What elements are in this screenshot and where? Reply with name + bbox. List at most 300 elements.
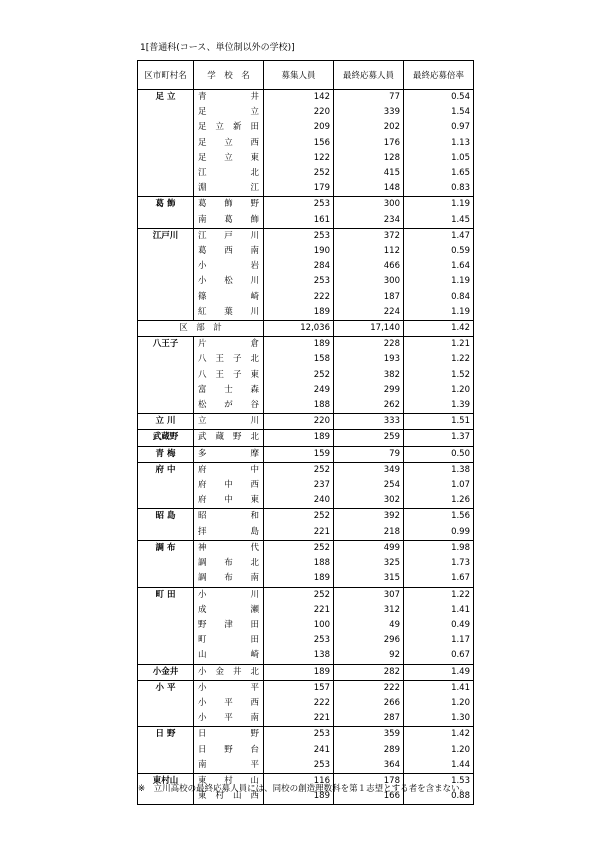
school-name [194, 352, 264, 367]
school-name [194, 274, 264, 289]
school-name-char: 小 [198, 589, 207, 600]
ward-name: 町 田 [138, 587, 194, 664]
school-name-char: 中 [224, 495, 233, 506]
quota-cell: 157 [264, 680, 334, 696]
ward-name: 青 梅 [138, 446, 194, 462]
header-quota: 募集人員 [264, 61, 334, 90]
header-ratio: 最終応募倍率 [404, 61, 474, 90]
quota-cell: 221 [264, 525, 334, 541]
applicants-cell: 49 [334, 618, 404, 633]
applicants-cell: 299 [334, 383, 404, 398]
school-name [194, 151, 264, 166]
school-name-char: 王 [215, 354, 224, 365]
school-name [194, 603, 264, 618]
ratio-cell: 1.73 [451, 558, 470, 569]
ratio-cell: 1.98 [451, 542, 470, 553]
school-name-char: 小 [198, 276, 207, 287]
applicants-cell: 415 [334, 166, 404, 181]
school-name-char: 片 [198, 339, 207, 350]
school-name-char: 山 [250, 775, 259, 786]
applicants-cell: 312 [334, 603, 404, 618]
school-name-char: 森 [250, 384, 259, 395]
school-name-char: 崎 [250, 650, 259, 661]
applicants-cell: 112 [334, 244, 404, 259]
ward-name: 立 川 [138, 414, 194, 430]
school-name-char: 葛 [224, 214, 233, 225]
ratio-cell: 0.54 [451, 92, 470, 102]
school-name-char: 崎 [250, 291, 259, 302]
school-name [194, 181, 264, 197]
ward-group [138, 680, 474, 727]
school-name-char: が [224, 400, 233, 411]
quota-cell: 179 [264, 181, 334, 197]
ratio-cell: 1.13 [451, 137, 470, 148]
school-name-char: 南 [250, 713, 259, 724]
school-name-char: 岩 [250, 261, 259, 272]
quota-cell: 161 [264, 213, 334, 229]
school-name-char: 北 [250, 666, 259, 677]
ward-name: 府 中 [138, 462, 194, 509]
school-name-char: 南 [250, 246, 259, 257]
quota-cell: 252 [264, 509, 334, 525]
school-name [194, 727, 264, 743]
school-name-char: 調 [198, 573, 207, 584]
quota-cell: 252 [264, 368, 334, 383]
applicants-cell: 392 [334, 509, 404, 525]
school-name-char: 西 [250, 137, 259, 148]
ratio-cell: 1.41 [451, 604, 470, 615]
subtotal-quota: 12,036 [264, 321, 334, 337]
ratio-cell: 1.44 [451, 759, 470, 770]
school-name-char: 南 [198, 214, 207, 225]
quota-cell: 252 [264, 462, 334, 478]
ratio-cell: 1.38 [451, 464, 470, 475]
school-name [194, 633, 264, 648]
ratio-cell: 1.07 [451, 480, 470, 491]
school-name-char: 東 [198, 775, 207, 786]
table-caption: 1[普通科(コース、単位制以外の学校)] [140, 43, 295, 53]
school-name-char: 立 [224, 137, 233, 148]
applicants-cell: 372 [334, 228, 404, 244]
ratio-cell: 0.99 [451, 526, 470, 537]
school-name-char: 井 [232, 666, 242, 677]
table-row [138, 727, 474, 743]
table-row [138, 680, 474, 696]
school-name-char: 南 [250, 573, 259, 584]
school-name-char: 川 [250, 416, 259, 427]
school-name [194, 618, 264, 633]
quota-cell: 158 [264, 352, 334, 367]
quota-cell: 253 [264, 758, 334, 774]
school-name-char: 富 [198, 384, 207, 395]
ward-name: 昭 島 [138, 509, 194, 540]
school-name-char: 立 [224, 152, 233, 163]
school-name-char: 田 [250, 122, 259, 133]
ratio-cell: 0.49 [451, 619, 470, 630]
applicants-cell: 222 [334, 680, 404, 696]
school-name [194, 166, 264, 181]
school-name-char: 野 [250, 729, 259, 740]
applicants-cell: 148 [334, 181, 404, 197]
school-name-char: 東 [250, 369, 259, 380]
school-name [194, 509, 264, 525]
applicants-cell: 296 [334, 633, 404, 648]
quota-cell: 189 [264, 571, 334, 587]
quota-cell: 252 [264, 166, 334, 181]
school-name-char: 島 [250, 526, 259, 537]
ward-name: 江戸川 [138, 228, 194, 320]
school-name-char: 立 [198, 416, 207, 427]
school-name-char: 布 [224, 573, 233, 584]
ratio-cell: 1.64 [451, 261, 470, 272]
ratio-cell: 1.22 [451, 589, 470, 600]
school-name-char: 府 [198, 480, 207, 491]
school-name-char: 小 [198, 261, 207, 272]
applicants-cell: 300 [334, 274, 404, 289]
applicants-cell: 359 [334, 727, 404, 743]
school-name-char: 谷 [250, 400, 259, 411]
school-name [194, 337, 264, 353]
applicants-cell: 77 [334, 90, 404, 106]
ward-group [138, 462, 474, 509]
ratio-cell: 1.05 [451, 152, 470, 163]
school-name-char: 日 [198, 744, 207, 755]
school-name-char: 飾 [250, 214, 259, 225]
ratio-cell: 1.21 [451, 339, 470, 350]
ratio-cell: 0.83 [451, 183, 470, 194]
ward-name: 小金井 [138, 664, 194, 680]
ratio-cell: 1.41 [451, 682, 470, 693]
applicants-cell: 282 [334, 664, 404, 680]
ward-name: 足 立 [138, 90, 194, 197]
ward-group [138, 540, 474, 587]
quota-cell: 252 [264, 587, 334, 603]
school-name-char: 府 [198, 495, 207, 506]
school-name-char: 足 [198, 122, 207, 133]
quota-cell: 253 [264, 197, 334, 213]
school-name [194, 383, 264, 398]
school-name [194, 197, 264, 213]
quota-cell: 221 [264, 603, 334, 618]
school-name-char: 拝 [198, 526, 207, 537]
ward-name: 小 平 [138, 680, 194, 727]
applicants-cell: 266 [334, 696, 404, 711]
school-name-char: 成 [198, 604, 207, 615]
quota-cell: 284 [264, 259, 334, 274]
school-name-char: 江 [198, 230, 207, 241]
ratio-cell: 1.42 [451, 729, 470, 740]
school-name [194, 446, 264, 462]
school-name-char: 平 [224, 697, 233, 708]
ratio-cell: 1.67 [451, 573, 470, 584]
ratio-cell: 0.97 [451, 122, 470, 133]
school-name [194, 430, 264, 446]
quota-cell: 142 [264, 90, 334, 106]
school-name-char: 野 [224, 744, 233, 755]
school-name-char: 神 [198, 542, 207, 553]
table-row [138, 430, 474, 446]
school-name [194, 228, 264, 244]
subtotal-group [138, 321, 474, 337]
school-name-char: 青 [198, 92, 207, 102]
school-name-char: 西 [250, 697, 259, 708]
ratio-cell: 1.39 [451, 400, 470, 411]
school-name [194, 90, 264, 106]
applicants-cell: 166 [334, 789, 404, 805]
footnote: ※ 立川高校の最終応募人員には、同校の創造理数科を第１志望とする者を含まない。 [138, 784, 469, 794]
school-name [194, 758, 264, 774]
school-name-char: 北 [250, 558, 259, 569]
school-name [194, 478, 264, 493]
school-name-char: 立 [250, 107, 259, 118]
school-name-char: 子 [232, 354, 242, 365]
ratio-cell: 1.56 [451, 511, 470, 522]
table-row [138, 197, 474, 213]
quota-cell: 188 [264, 398, 334, 414]
ward-name: 葛 飾 [138, 197, 194, 228]
school-name-char: 足 [198, 137, 207, 148]
applicants-cell: 254 [334, 478, 404, 493]
table-row [138, 446, 474, 462]
ward-name: 八王子 [138, 337, 194, 414]
school-name-char: 布 [224, 558, 233, 569]
school-name-char: 山 [232, 791, 242, 802]
school-name-char: 東 [250, 152, 259, 163]
applicants-cell: 202 [334, 120, 404, 135]
school-name [194, 398, 264, 414]
school-name-char: 蔵 [215, 432, 224, 443]
subtotal-applicants: 17,140 [334, 321, 404, 337]
school-name-char: 代 [250, 542, 259, 553]
school-name-char: 新 [232, 122, 242, 133]
school-name-char: 西 [224, 246, 233, 257]
school-name-char: 野 [198, 619, 207, 630]
school-name-char: 川 [250, 589, 259, 600]
ratio-cell: 1.47 [451, 230, 470, 241]
quota-cell: 189 [264, 305, 334, 321]
school-name-char: 松 [224, 276, 233, 287]
school-name [194, 414, 264, 430]
school-name-char: 平 [224, 713, 233, 724]
school-name [194, 540, 264, 556]
school-name [194, 711, 264, 727]
subtotal-row [138, 321, 474, 337]
school-name-char: 町 [198, 635, 207, 646]
school-name [194, 290, 264, 305]
school-name-char: 北 [250, 432, 259, 443]
quota-cell: 209 [264, 120, 334, 135]
ratio-cell: 1.30 [451, 713, 470, 724]
school-name-char: 台 [250, 744, 259, 755]
school-name-char: 調 [198, 558, 207, 569]
quota-cell: 189 [264, 789, 334, 805]
school-name-char: 日 [198, 729, 207, 740]
quota-cell: 189 [264, 337, 334, 353]
applicants-cell: 259 [334, 430, 404, 446]
ratio-cell: 0.59 [451, 246, 470, 257]
ratio-cell: 1.51 [451, 416, 470, 427]
applicants-cell: 79 [334, 446, 404, 462]
school-name-char: 村 [224, 775, 233, 786]
school-name-char: 立 [215, 122, 224, 133]
quota-cell: 253 [264, 274, 334, 289]
admissions-table [137, 60, 474, 805]
applicants-cell: 187 [334, 290, 404, 305]
school-name-char: 田 [250, 619, 259, 630]
school-name-char: 府 [198, 464, 207, 475]
school-name [194, 462, 264, 478]
school-name-char: 淵 [198, 183, 207, 194]
ratio-cell: 0.88 [451, 791, 470, 802]
school-name-char: 子 [232, 369, 242, 380]
applicants-cell: 128 [334, 151, 404, 166]
applicants-cell: 364 [334, 758, 404, 774]
school-name-char: 士 [224, 384, 233, 395]
school-name [194, 305, 264, 321]
applicants-cell: 300 [334, 197, 404, 213]
school-name-char: 瀬 [250, 604, 259, 615]
ratio-cell: 1.22 [451, 354, 470, 365]
ward-group [138, 197, 474, 228]
ward-group [138, 90, 474, 197]
quota-cell: 249 [264, 383, 334, 398]
applicants-cell: 193 [334, 352, 404, 367]
school-name [194, 259, 264, 274]
school-name-char: 津 [224, 619, 233, 630]
header-school: 学 校 名 [194, 61, 264, 90]
school-name-char: 井 [250, 92, 259, 102]
school-name-char: 平 [250, 682, 259, 693]
school-name-char: 飾 [224, 199, 233, 210]
ratio-cell: 1.45 [451, 214, 470, 225]
school-name-char: 中 [250, 464, 259, 475]
school-name [194, 571, 264, 587]
ratio-cell: 1.19 [451, 276, 470, 287]
applicants-cell: 382 [334, 368, 404, 383]
applicants-cell: 289 [334, 743, 404, 758]
applicants-cell: 287 [334, 711, 404, 727]
school-name-char: 小 [198, 713, 207, 724]
applicants-cell: 176 [334, 136, 404, 151]
quota-cell: 116 [264, 773, 334, 789]
school-name [194, 136, 264, 151]
applicants-cell: 466 [334, 259, 404, 274]
quota-cell: 189 [264, 664, 334, 680]
quota-cell: 253 [264, 633, 334, 648]
ward-name: 武蔵野 [138, 430, 194, 446]
applicants-cell: 315 [334, 571, 404, 587]
school-name-char: 川 [250, 306, 259, 317]
ward-group [138, 587, 474, 664]
ratio-cell: 1.49 [451, 666, 470, 677]
quota-cell: 222 [264, 290, 334, 305]
school-name-char: 摩 [250, 448, 259, 459]
header-ward: 区市町村名 [138, 61, 194, 90]
ward-name: 東村山 [138, 773, 194, 804]
quota-cell: 253 [264, 228, 334, 244]
table-row [138, 414, 474, 430]
table-header [138, 61, 474, 90]
quota-cell: 156 [264, 136, 334, 151]
school-name-char: 野 [250, 199, 259, 210]
school-name [194, 105, 264, 120]
applicants-cell: 349 [334, 462, 404, 478]
school-name-char: 川 [250, 230, 259, 241]
school-name [194, 664, 264, 680]
quota-cell: 188 [264, 556, 334, 571]
school-name [194, 648, 264, 664]
subtotal-label: 区 部 計 [138, 321, 264, 337]
school-name [194, 587, 264, 603]
school-name-char: 葉 [224, 306, 233, 317]
school-name [194, 368, 264, 383]
school-name-char: 山 [198, 650, 207, 661]
quota-cell: 221 [264, 711, 334, 727]
ratio-cell: 1.20 [451, 744, 470, 755]
ward-group [138, 228, 474, 320]
school-name-char: 江 [250, 183, 259, 194]
school-name-char: 中 [224, 480, 233, 491]
ratio-cell: 1.20 [451, 697, 470, 708]
table-row [138, 90, 474, 106]
applicants-cell: 218 [334, 525, 404, 541]
ratio-cell: 1.65 [451, 168, 470, 179]
ward-group [138, 446, 474, 462]
school-name-char: 野 [232, 432, 242, 443]
table-row [138, 587, 474, 603]
ratio-cell: 0.50 [451, 448, 470, 459]
school-name-char: 東 [250, 495, 259, 506]
applicants-cell: 234 [334, 213, 404, 229]
ward-group [138, 727, 474, 774]
table-row [138, 664, 474, 680]
ward-group [138, 414, 474, 430]
school-name-char: 川 [250, 276, 259, 287]
school-name [194, 680, 264, 696]
school-name-char: 紅 [198, 306, 207, 317]
school-name-char: 南 [198, 759, 207, 770]
school-name-char: 北 [250, 354, 259, 365]
school-name-char: 八 [198, 354, 207, 365]
applicants-cell: 325 [334, 556, 404, 571]
ratio-cell: 1.17 [451, 635, 470, 646]
applicants-cell: 262 [334, 398, 404, 414]
school-name-char: 八 [198, 369, 207, 380]
school-name-char: 北 [250, 168, 259, 179]
school-name [194, 244, 264, 259]
ward-group [138, 337, 474, 414]
quota-cell: 159 [264, 446, 334, 462]
table-row [138, 337, 474, 353]
school-name-char: 戸 [224, 230, 233, 241]
applicants-cell: 224 [334, 305, 404, 321]
school-name-char: 倉 [250, 339, 259, 350]
ratio-cell: 1.52 [451, 369, 470, 380]
school-name-char: 多 [198, 448, 207, 459]
applicants-cell: 92 [334, 648, 404, 664]
quota-cell: 222 [264, 696, 334, 711]
school-name-char: 西 [250, 791, 259, 802]
quota-cell: 122 [264, 151, 334, 166]
school-name [194, 743, 264, 758]
quota-cell: 241 [264, 743, 334, 758]
school-name-char: 東 [198, 791, 207, 802]
ward-name: 調 布 [138, 540, 194, 587]
school-name-char: 篠 [198, 291, 207, 302]
ratio-cell: 1.19 [451, 306, 470, 317]
ward-group [138, 430, 474, 446]
school-name-char: 和 [250, 511, 259, 522]
